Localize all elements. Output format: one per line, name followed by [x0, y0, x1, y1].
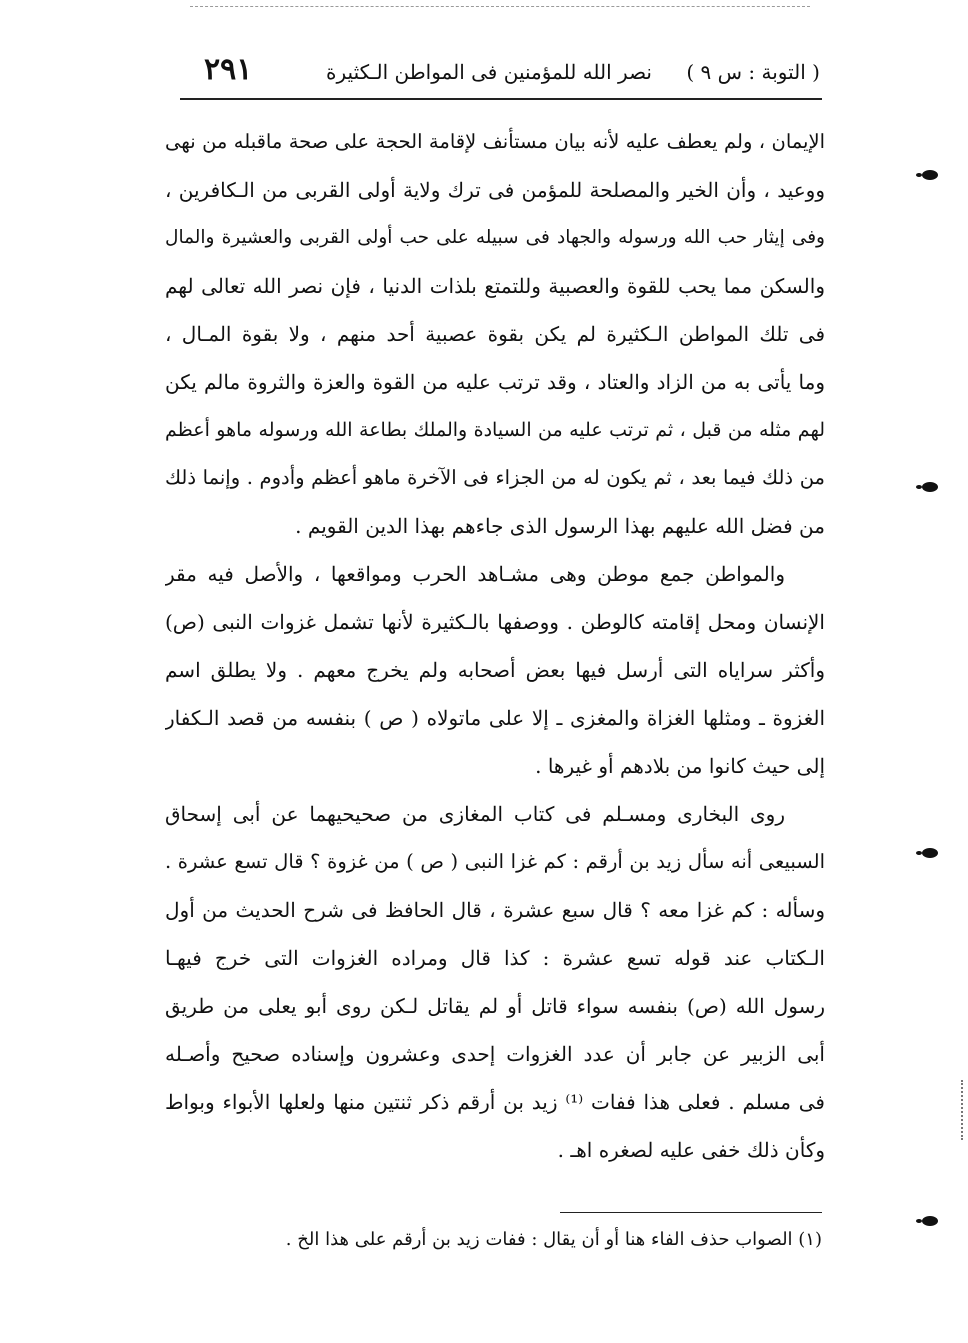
text-line: ووعيد ، وأن الخير والمصلحة للمؤمن فى ترك ولاية أولى القربى من الـكافرين ، [165, 178, 825, 202]
text-line: فى تلك المواطن الـكثيرة لم يكن بقوة عصبية أحد منهم ، ولا بقوة المـال ، [165, 322, 825, 346]
binding-hole-mark [922, 170, 938, 180]
text-line: وكأن ذلك خفى عليه لصغره اهـ . [557, 1138, 825, 1162]
text-line: أبى الزبير عن جابر أن عدد الغزوات إحدى وعشرون وإسناده صحيح وأصـله [165, 1042, 825, 1066]
footnote-rule [560, 1212, 822, 1213]
running-header [180, 52, 820, 92]
text-line: لهم مثله من قبل ، ثم ترتب عليه من السيادة والملك بطاعة الله ورسوله ماهو أعظم [165, 419, 825, 441]
text-line: من ذلك فيما بعد ، ثم يكون له من الجزاء فى الآخرة ماهو أعظم وأدوم . وإنما ذلك [165, 466, 825, 489]
page-number: ٢٩١ [204, 52, 253, 87]
text-line: الإيمان ، ولم يعطف عليه لأنه بيان مستأنف لإقامة الحجة على صحة ماقبله من نهى [165, 130, 825, 153]
top-scan-edge [190, 6, 810, 7]
text-line: من فضل الله عليهم بهذا الرسول الذى جاءهم بهذا الدين القويم . [295, 514, 825, 538]
text-line: وسأله : كم غزا معه ؟ قال سبع عشرة ، قال الحافظ فى شرح الحديث من أول [165, 898, 825, 922]
text-line: روى البخارى ومسـلم فى كتاب المغازى من صحيحيهما عن أبى إسحاق [165, 802, 785, 826]
header-sura-ref: ( التوبة : س ٩ ) [686, 60, 820, 84]
text-line: وأكثر سراياه التى أرسل فيها بعض أصحابه ولم يخرج معهم . ولا يطلق اسم [165, 658, 825, 682]
binding-hole-mark [922, 482, 938, 492]
header-rule [180, 98, 822, 100]
text-line: السبيعى أنه سأل زيد بن أرقم : كم غزا النبى ( ص ) من غزوة ؟ قال تسع عشرة . [165, 850, 825, 873]
scan-edge-dots [961, 1080, 965, 1140]
text-line: الغزوة ـ ومثلها الغزاة والمغزى ـ إلا على ماتولاه ( ص ) بنفسه من قصد الـكفار [165, 706, 825, 730]
binding-hole-mark [922, 1216, 938, 1226]
text-line: وما يأتى به من الزاد والعتاد ، وقد ترتب عليه من القوة والعزة والثروة مالم يكن [165, 370, 825, 394]
text-line: إلى حيث كانوا من بلادهم أو غيرها . [535, 754, 825, 778]
footnote: (١) الصواب حذف الفاء هنا أو أن يقال : ففات زيد بن أرقم على هذا الخ . [285, 1229, 822, 1250]
text-line: والمواطن جمع موطن وهى مشـاهد الحرب ومواقعها ، والأصل فيه مقر [165, 562, 785, 586]
body-text [165, 118, 825, 1174]
header-title: نصر الله للمؤمنين فى المواطن الـكثيرة [326, 60, 652, 84]
text-line: وفى إيثار حب الله ورسوله والجهاد فى سبيله على حب أولى القربى والعشيرة والمال [165, 227, 825, 248]
text-line: والسكن مما يحب للقوة والعصبية وللتمتع بلذات الدنيا ، فإن نصر الله تعالى لهم [165, 274, 825, 298]
text-line: الـكتاب عند قوله تسع عشرة : كذا قال ومراده الغزوات التى خرج فيهـا [165, 946, 825, 970]
binding-hole-mark [922, 848, 938, 858]
text-line: فى مسلم . فعلى هذا ففات ⁽¹⁾ زيد بن أرقم ذكر ثنتين منها ولعلها الأبواء وبواط [165, 1090, 825, 1114]
text-line: الإنسان ومحل إقامته كالوطن . ووصفها بالـكثيرة لأنها تشمل غزوات النبى (ص) [165, 610, 825, 634]
text-line: رسول الله (ص) بنفسه سواء قاتل أو لم يقاتل لـكن روى أبو يعلى من طريق [165, 994, 825, 1018]
